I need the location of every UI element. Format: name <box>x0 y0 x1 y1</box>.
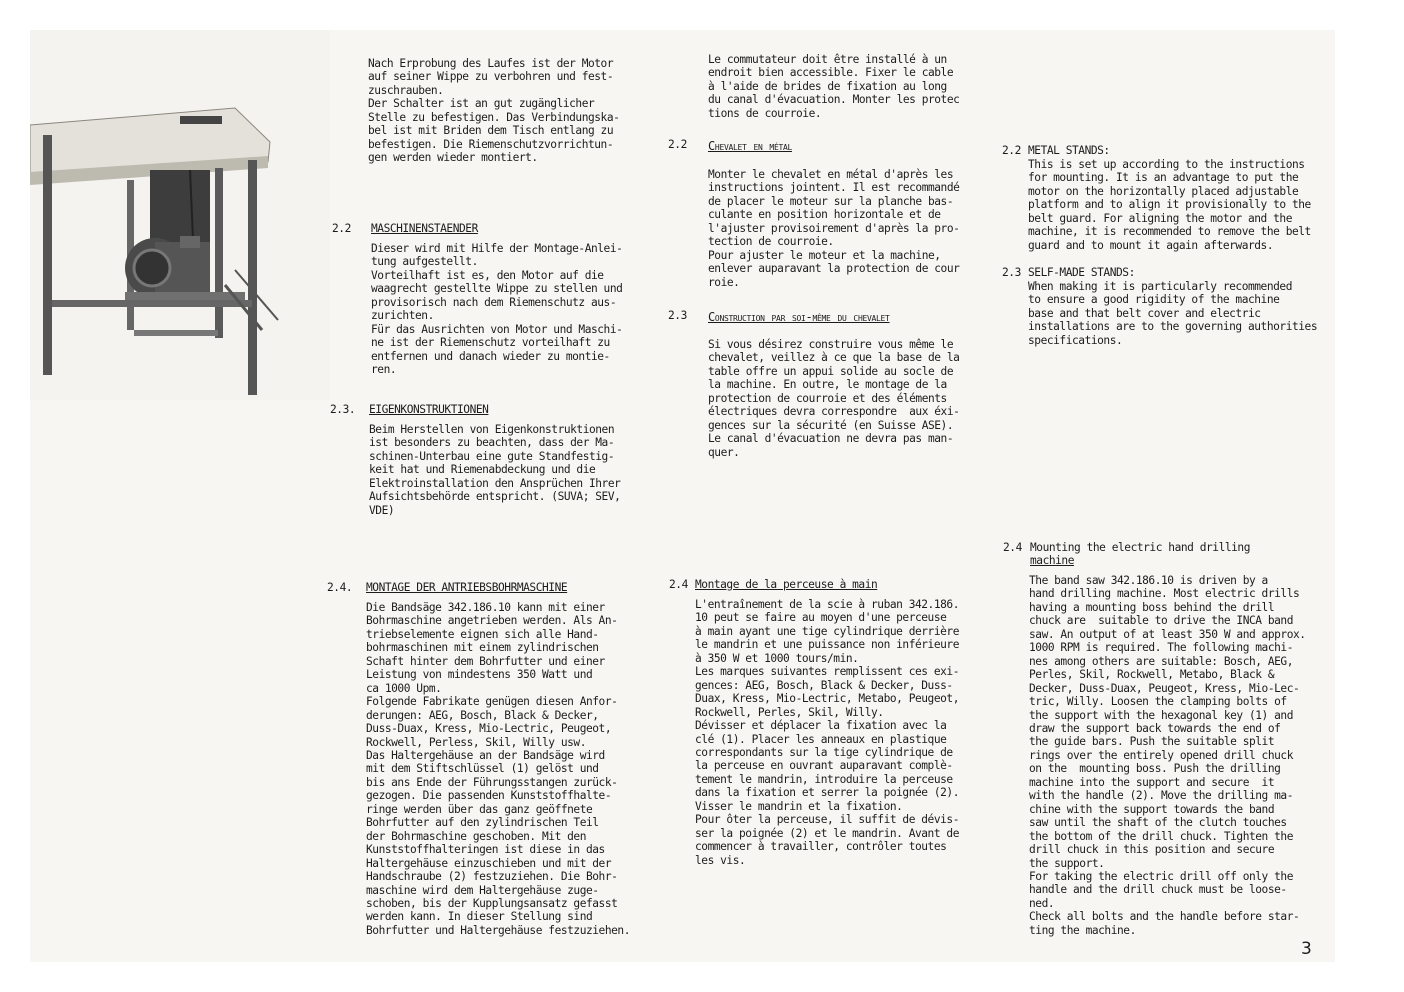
german-section-2-2-heading: MASCHINENSTAENDER <box>371 222 478 235</box>
german-intro-text: Nach Erprobung des Laufes ist der Motor auf seiner Wippe zu verbohren und fest- zuschrauben. Der Schalter ist an gut zugänglicher Stelle zu befestigen. Das Verbindungska- bel ist mit Briden dem Tisch entlang zu befestigen. Die Riemenschutzvorrichtun- gen werden wieder montiert. <box>368 57 620 165</box>
french-section-2-2-body: Monter le chevalet en métal d'après les instructions jointent. Il est recommandé de placer le moteur sur la planche bas- culante en position horizontale et de l'ajuster provisoirement d'après la pro- tection de courroie. Pour ajuster le moteur et la machine, enlever auparavant la protection de cour roie. <box>708 168 960 289</box>
german-section-2-4-body: Die Bandsäge 342.186.10 kann mit einer Bohrmaschine angetrieben werden. Als An- triebselemente eignen sich alle Hand- bohrmaschinen mit einem zylindrischen Schaft hinter dem Bohrfutter und einer Leistung von mindestens 350 Watt und ca 1000 Upm. Folgende Fabrikate genügen diesen Anfor- derungen: AEG, Bosch, Black & Decker, Duss-Duax, Kress, Mio-Lectric, Peugeot, Rockwell, Perless, Skil, Willy usw. Das Haltergehäuse an der Bandsäge wird mit dem Stiftschlüssel (1) gelöst und bis ans Ende der Führungsstangen zurück- gezogen. Die passenden Kunststoffhalte- ringe werden über das ganz geöffnete Bohrfutter auf den zylindrischen Teil der Bohrmaschine geschoben. Mit den Kunststoffhalteringen ist diese in das Haltergehäuse einzuschieben und mit der Handschraube (2) festzuziehen. Die Bohr- maschine wird dem Haltergehäuse zuge- schoben, bis der Kupplungsansatz gefasst werden kann. In dieser Stellung sind Bohrfutter und Haltergehäuse festzuziehen. <box>366 601 630 937</box>
german-section-2-3-number: 2.3. <box>330 403 356 416</box>
english-section-2-4-body: The band saw 342.186.10 is driven by a hand drilling machine. Most electric drills having a mounting boss behind the drill chuck are suitable to drive the INCA band saw. An output of at least 350 W and approx. 1000 RPM is required. The following machi- nes among others are suitable: Bosch, AEG, Perles, Skil, Rockwell, Metabo, Black & Decker, Duss-Duax, Peugeot, Kress, Mio-Lec- tric, Willy. Loosen the clamping bolts of the support with the hexagonal key (1) and draw the support back towards the end of the guide bars. Push the suitable split rings over the entirely opened drill chuck on the mounting boss. Push the drilling machine into the support and secure it with the handle (2). Move the drilling ma- chine with the support towards the band saw until the shaft of the clutch touches the bottom of the drill chuck. Tighten the drill chuck in this position and secure the support. For taking the electric drill off only the handle and the drill chuck must be loose- ned. Check all bolts and the handle before star- ting the machine. <box>1029 574 1306 937</box>
english-section-2-3-body: When making it is particularly recommended to ensure a good rigidity of the machine base and that belt cover and electric installations are to the governing authorities specifications. <box>1028 280 1318 347</box>
german-section-2-2-number: 2.2 <box>332 222 351 235</box>
french-section-2-3-body: Si vous désirez construire vous même le chevalet, veillez à ce que la base de la table offre un appui solide au socle de la machine. En outre, le montage de la protection de courroie et des éléments électriques devra correspondre aux éxi- gences sur la sécurité (en Suisse ASE). Le canal d'évacuation ne devra pas man- quer. <box>708 338 960 459</box>
french-section-2-4-heading: Montage de la perceuse à main <box>695 578 878 591</box>
english-section-2-3-number: 2.3 <box>1002 266 1021 279</box>
english-section-2-2-body: This is set up according to the instructions for mounting. It is an advantage to put the motor on the horizontally placed adjustable platform and to align it provisionally to the belt guard. For aligning the motor and the machine, it is recommended to remove the belt guard and to mount it again afterwards. <box>1028 158 1311 252</box>
french-section-2-4-number: 2.4 <box>669 578 688 591</box>
german-section-2-4-heading: MONTAGE DER ANTRIEBSBOHRMASCHINE <box>366 581 568 594</box>
french-intro-text: Le commutateur doit être installé à un endroit bien accessible. Fixer le cable à l'aide de brides de fixation au long du canal d'évacuation. Monter les protec tions de courroie. <box>708 53 960 120</box>
german-section-2-3-body: Beim Herstellen von Eigenkonstruktionen ist besonders zu beachten, dass der Ma- schinen-Unterbau eine gute Standfestig- keit hat und Riemenabdeckung und die Elektroinstallation den Ansprüchen Ihrer Aufsichtsbehörde entspricht. (SUVA; SEV, VDE) <box>369 423 621 517</box>
french-section-2-2-heading: Chevalet en métal <box>708 139 793 153</box>
english-section-2-4-number: 2.4 <box>1003 541 1022 554</box>
english-section-2-4-heading-line1: Mounting the electric hand drilling <box>1030 541 1250 554</box>
german-section-2-3-heading: EIGENKONSTRUKTIONEN <box>369 403 489 416</box>
page-number: 3 <box>1301 939 1312 959</box>
english-section-2-2-number: 2.2 <box>1002 144 1021 157</box>
german-section-2-4-number: 2.4. <box>327 581 353 594</box>
machine-stand-photo <box>30 30 330 400</box>
french-section-2-2-number: 2.2 <box>668 138 687 151</box>
german-section-2-2-body: Dieser wird mit Hilfe der Montage-Anlei- tung aufgestellt. Vorteilhaft ist es, den Motor auf die waagrecht gestellte Wippe zu stellen und provisorisch nach dem Riemenschutz aus- zurichten. Für das Ausrichten von Motor und Maschi- ne ist der Riemenschutz vorteilhaft zu entfernen und danach wieder zu montie- ren. <box>371 242 623 377</box>
french-section-2-4-body: L'entraînement de la scie à ruban 342.186. 10 peut se faire au moyen d'une perceuse à main ayant une tige cylindrique derrière le mandrin et une puissance non inférieure à 350 W et 1000 tours/min. Les marques suivantes remplissent ces exi- gences: AEG, Bosch, Black & Decker, Duss- Duax, Kress, Mio-Lectric, Metabo, Peugeot, Rockwell, Perles, Skil, Willy. Dévisser et déplacer la fixation avec la clé (1). Placer les anneaux en plastique correspondants sur la tige cylindrique de la perceuse en ouvrant auparavant complè- tement le mandrin, introduire la perceuse dans la fixation et serrer la poignée (2). Visser le mandrin et la fixation. Pour ôter la perceuse, il suffit de dévis- ser la poignée (2) et le mandrin. Avant de commencer à travailler, contrôler toutes les vis. <box>695 598 959 867</box>
english-section-2-4-heading-line2: machine <box>1030 554 1074 567</box>
english-section-2-3-heading: SELF-MADE STANDS: <box>1028 266 1135 279</box>
french-section-2-3-number: 2.3 <box>668 309 687 322</box>
french-section-2-3-heading: Construction par soi-même du chevalet <box>708 310 890 324</box>
english-section-2-2-heading: METAL STANDS: <box>1028 144 1110 157</box>
